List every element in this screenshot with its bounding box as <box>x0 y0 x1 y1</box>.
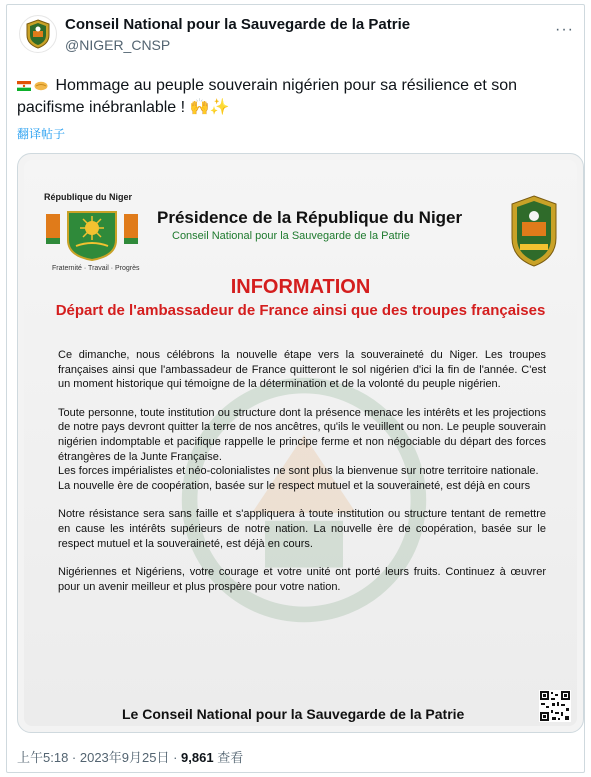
tweet-text <box>17 75 564 119</box>
cnsp-emblem-icon <box>510 194 558 268</box>
handshake-icon <box>33 81 49 91</box>
niger-flag-icon <box>17 81 31 91</box>
views-label: 查看 <box>213 750 244 765</box>
image-card[interactable] <box>17 153 584 733</box>
departure-subheading: Départ de l'ambassadeur de France ainsi que des troupes françaises <box>55 302 546 319</box>
paragraph: Les forces impérialistes et néo-colonialistes ne sont plus la bienvenue sur notre territoire nationale. <box>58 465 539 478</box>
tweet-frame <box>6 4 585 773</box>
avatar-emblem-icon <box>25 19 51 49</box>
presidency-title: Présidence de la République du Niger <box>157 208 463 227</box>
coat-of-arms-icon <box>46 206 138 262</box>
republic-label: République du Niger <box>44 192 133 202</box>
presidency-subtitle: Conseil National pour la Sauvegarde de la Patrie <box>172 230 410 242</box>
tweet-meta <box>17 747 243 766</box>
account-handle[interactable]: @NIGER_CNSP <box>65 37 171 53</box>
avatar[interactable] <box>19 15 57 53</box>
tweet-text-content: Hommage au peuple souverain nigérien pour sa résilience et son pacifisme inébranlable ! 🙌✨ <box>17 77 518 116</box>
qr-code-icon <box>539 690 571 722</box>
more-options-icon[interactable]: ··· <box>555 21 574 38</box>
paragraph: La nouvelle ère de coopération, basée sur le respect mutuel et la souveraineté, est déjà en cours <box>58 479 531 492</box>
tweet-header <box>19 13 576 57</box>
signature: Le Conseil National pour la Sauvegarde de la Patrie <box>122 706 465 722</box>
communique-body <box>58 348 546 594</box>
translate-post-link[interactable]: 翻译帖子 <box>17 127 66 141</box>
account-name[interactable]: Conseil National pour la Sauvegarde de la Patrie <box>65 16 411 33</box>
information-heading: INFORMATION <box>230 276 371 298</box>
paragraph: Notre résistance sera sans faille et s'appliquera à toute institution ou structure tentant de remettre en cause les intérêts supérieurs de notre nation. La nouvelle ère de coopération, basée sur le respect mutuel et la souveraineté, est déjà en cours. <box>58 508 546 550</box>
paragraph: Nigériennes et Nigériens, votre courage et votre unité ont porté leurs fruits. Continuez à œuvrer pour un avenir meilleur et plus prospère pour votre nation. <box>58 566 546 593</box>
communique-document <box>24 160 577 726</box>
motto: Fraternité · Travail · Progrès <box>52 265 140 272</box>
views-count: 9,861 <box>181 750 214 765</box>
timestamp[interactable]: 上午5:18 · 2023年9月25日 · <box>17 750 182 765</box>
paragraph: Ce dimanche, nous célébrons la nouvelle étape vers la souveraineté du Niger. Les troupes françaises ainsi que l'ambassadeur de France quitteront le sol nigérien d'ici la fin de l'année. C'est un moment historique qui témoigne de la détermination et de la volonté du peuple nigérien. <box>58 349 546 391</box>
paragraph: Toute personne, toute institution ou structure dont la présence menace les intérêts et les projections de notre pays devront quitter la terre de nos ancêtres, qu'ils le veuillent ou non. Le peuple souverain nigérien indomptable et pacifique rappelle le principe ferme et non négociable du départ des forces étrangères de la Junte Française. <box>58 406 546 463</box>
